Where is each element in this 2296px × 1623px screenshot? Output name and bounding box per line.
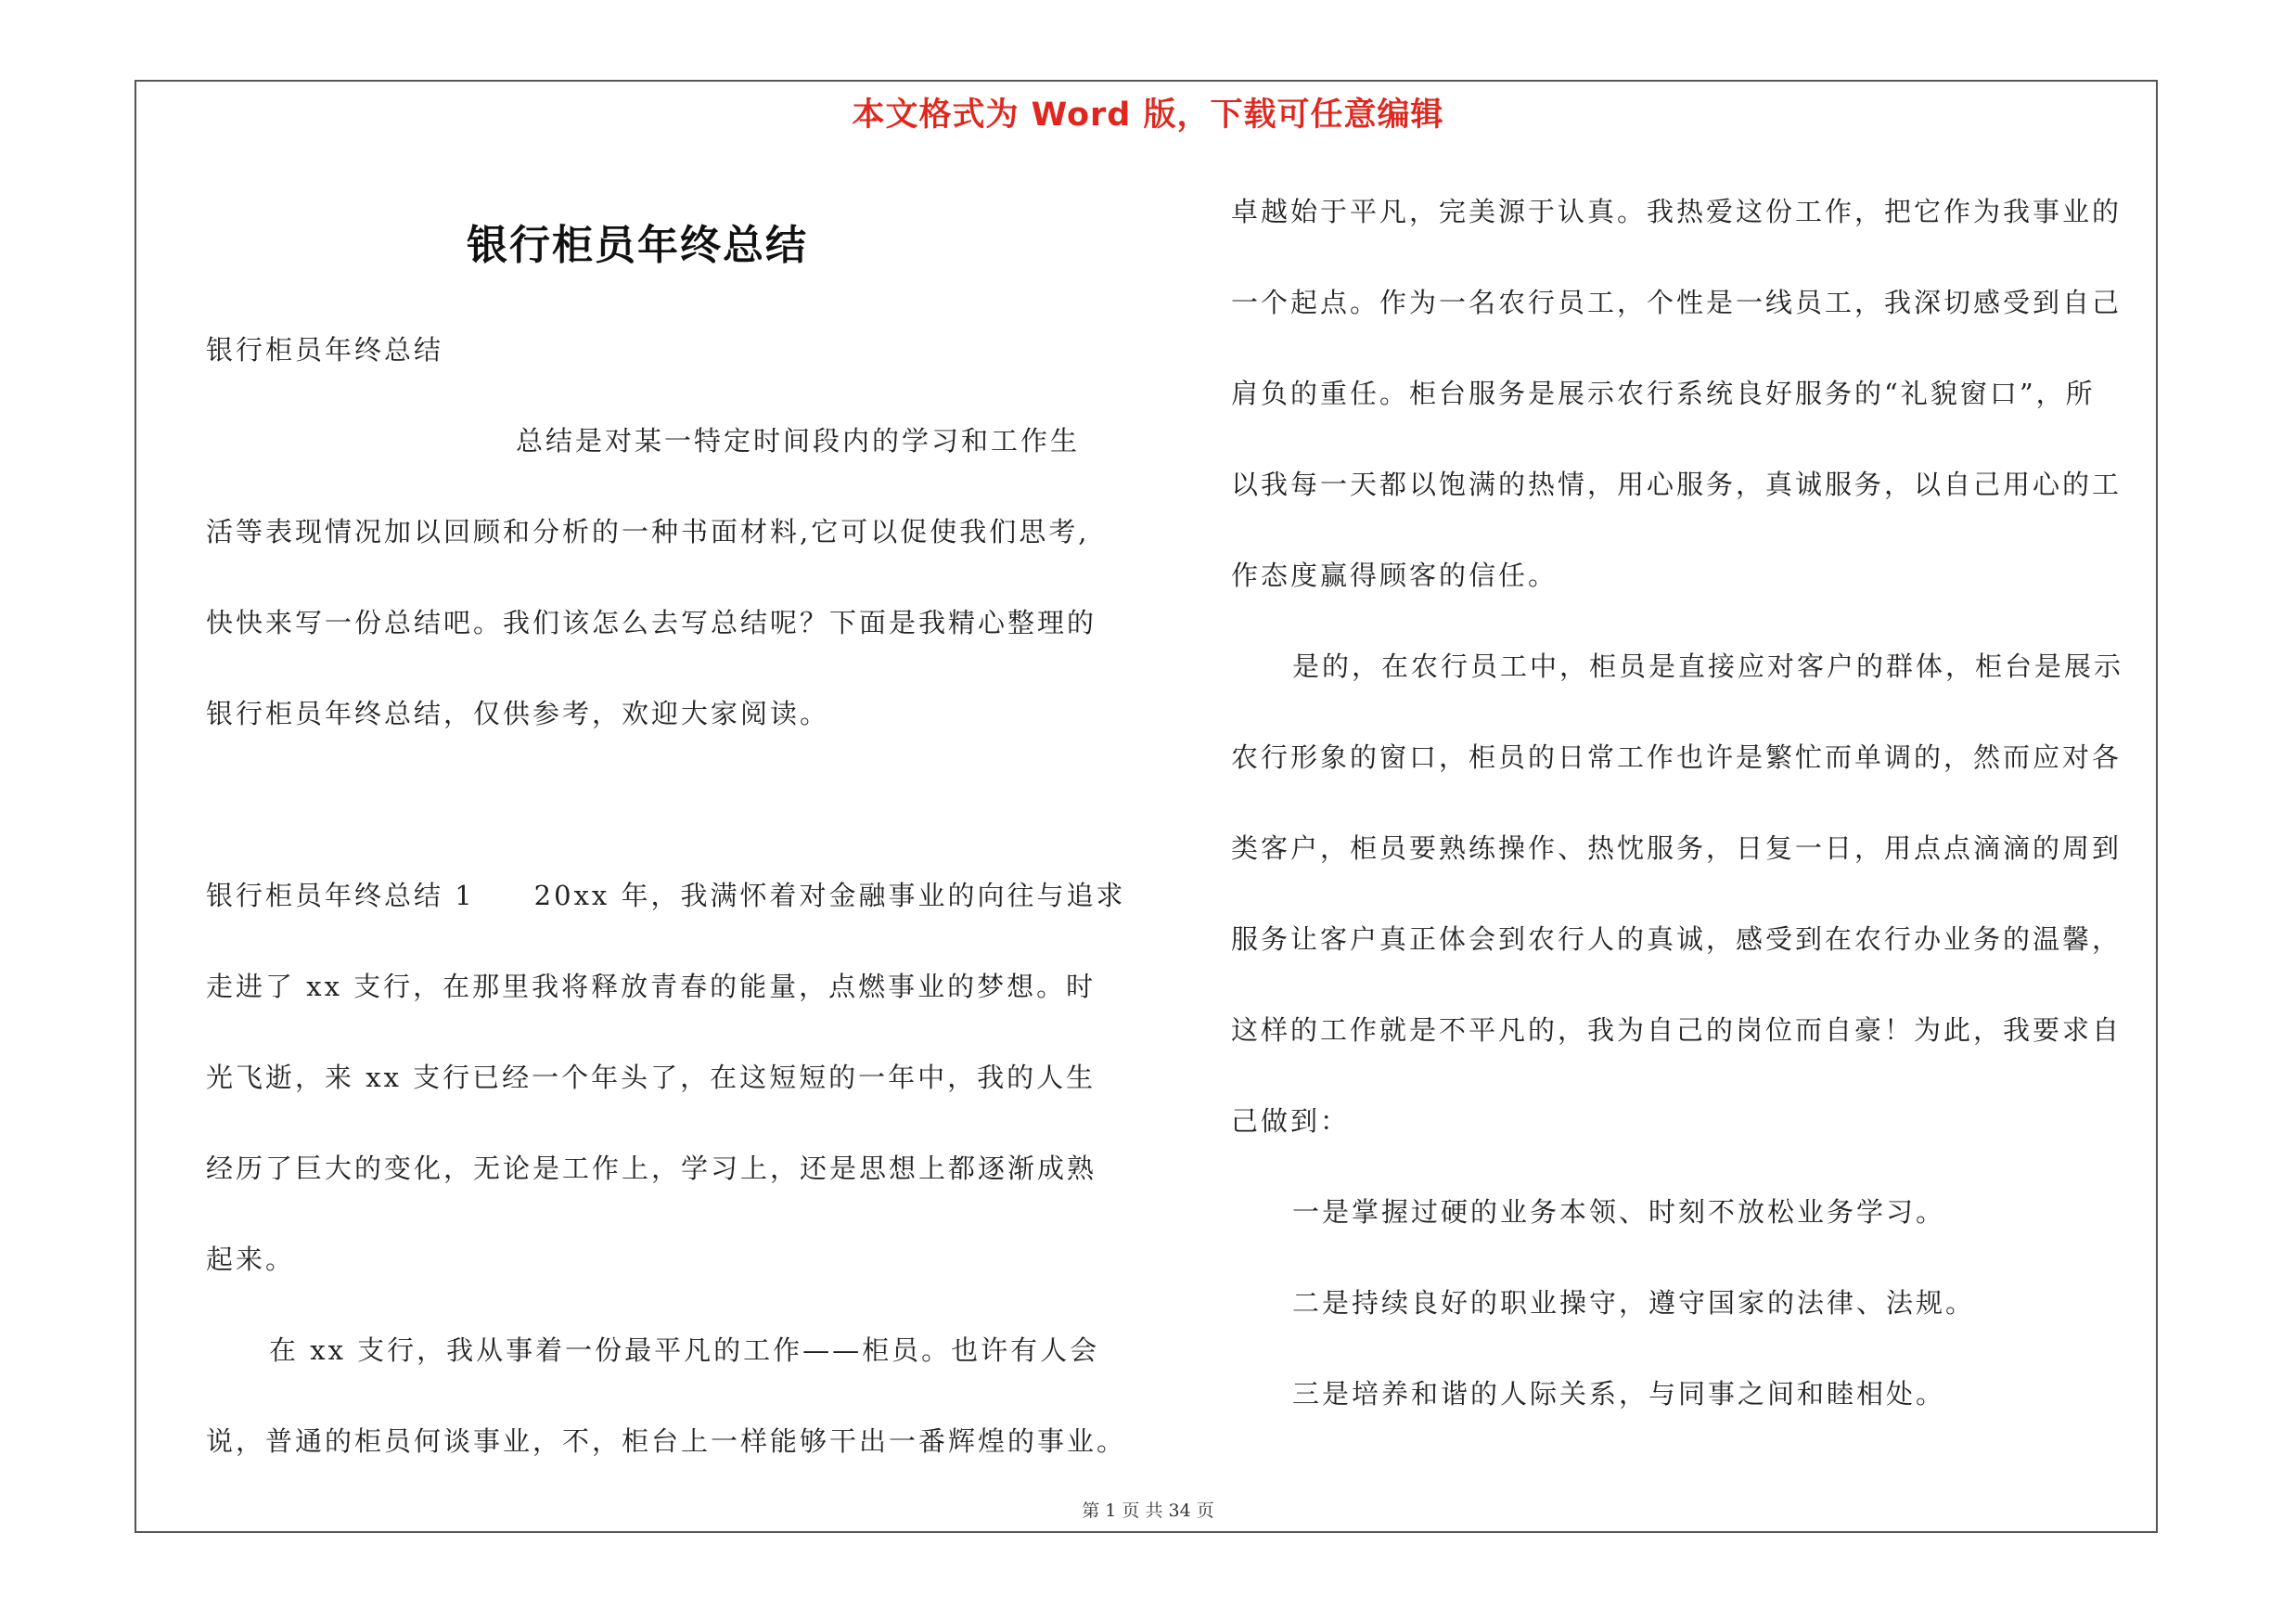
right-line-10: 这样的工作就是不平凡的，我为自己的岗位而自豪！为此，我要求自 [1231,1014,2123,1046]
right-line-5: 作态度赢得顾客的信任。 [1231,560,1558,591]
right-line-14: 三是培养和谐的人际关系，与同事之间和睦相处。 [1292,1378,1946,1410]
editable-notice-banner: 本文格式为 Word 版，下载可任意编辑 [852,97,1444,134]
right-line-6: 是的，在农行员工中，柜员是直接应对客户的群体，柜台是展示 [1292,650,2124,682]
page-number-footer: 第 1 页 共 34 页 [1082,1501,1214,1521]
right-line-4: 以我每一天都以饱满的热情，用心服务，真诚服务，以自己用心的工 [1231,469,2123,500]
left-line-3: 活等表现情况加以回顾和分析的一种书面材料,它可以促使我们思考, [206,516,1090,547]
left-line-4: 快快来写一份总结吧。我们该怎么去写总结呢？下面是我精心整理的 [206,607,1097,638]
left-line-12: 说，普通的柜员何谈事业，不，柜台上一样能够干出一番辉煌的事业。 [206,1425,1127,1457]
right-line-2: 一个起点。作为一名农行员工，个性是一线员工，我深切感受到自己 [1231,287,2123,318]
left-line-2: 总结是对某一特定时间段内的学习和工作生 [516,425,1081,457]
left-line-6: 银行柜员年终总结 1 20xx 年，我满怀着对金融事业的向往与追求 [206,880,1126,911]
right-line-13: 二是持续良好的职业操守，遵守国家的法律、法规。 [1292,1287,1976,1319]
left-line-10: 起来。 [206,1243,296,1275]
left-line-11: 在 xx 支行，我从事着一份最平凡的工作——柜员。也许有人会 [269,1334,1100,1366]
left-line-7: 走进了 xx 支行，在那里我将释放青春的能量，点燃事业的梦想。时 [206,971,1097,1002]
right-line-7: 农行形象的窗口，柜员的日常工作也许是繁忙而单调的，然而应对各 [1231,741,2123,773]
document-title: 银行柜员年终总结 [467,222,808,269]
left-line-5: 银行柜员年终总结，仅供参考，欢迎大家阅读。 [206,698,830,729]
right-line-9: 服务让客户真正体会到农行人的真诚，感受到在农行办业务的温馨， [1231,923,2123,955]
right-line-3: 肩负的重任。柜台服务是展示农行系统良好服务的“礼貌窗口”，所 [1231,378,2096,409]
left-line-1: 银行柜员年终总结 [206,334,444,366]
left-line-9: 经历了巨大的变化，无论是工作上，学习上，还是思想上都逐渐成熟 [206,1153,1097,1184]
right-line-11: 己做到： [1231,1105,1351,1137]
right-line-1: 卓越始于平凡，完美源于认真。我热爱这份工作，把它作为我事业的 [1231,196,2123,227]
right-line-12: 一是掌握过硬的业务本领、时刻不放松业务学习。 [1292,1196,1946,1228]
left-line-8: 光飞逝，来 xx 支行已经一个年头了，在这短短的一年中，我的人生 [206,1062,1097,1093]
right-line-8: 类客户，柜员要熟练操作、热忱服务，日复一日，用点点滴滴的周到 [1231,832,2123,864]
